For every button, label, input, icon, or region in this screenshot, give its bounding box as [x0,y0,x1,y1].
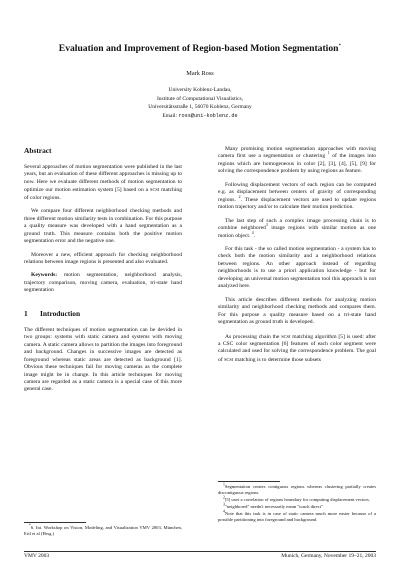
footnote-ref: 2 [238,194,241,199]
author-name: Mark Ross [186,70,214,77]
text-run: Several approaches of motion segmentation were published in the last years, but an evaluation of these different approaches is missing up to now. Here we evaluate different methods of motion segmentation to optimize our motion estimation system [5] based on a [24,164,182,194]
footnote [218,484,376,496]
keywords-paragraph [24,272,182,294]
affiliation-block [0,86,400,120]
intro-paragraph: The different techniques of motion segmentation can be devided in two groups: systems with static camera and systems with moving camera. A static camera allows to partition the images into foreground and background. Changes in successive images are detected as foreground whereas static areas are detected as background [1]. Obvious these techniques fail for moving cameras as the complete image might be in change. In this article techniques for moving camera are regarded as a static camera is a special case of this more general case. [24,326,182,393]
text-run: . These displacement vectors are used to update regions motion trajectory and/or to calculate their motion prediction. [218,196,376,211]
footnote-mark: 1 [223,482,225,487]
affiliation-line: Universitätsstraße 1, 56070 Koblenz, Germany [148,104,252,111]
email-address[interactable]: ross@uni-koblenz.de [178,112,238,119]
abstract-paragraph: We compare four different neighborhood checking methods and three different motion similarity tests in combination. For this purpose a quality measure was developed with a hand segmentation as a ground truth. This measure contains both the positive motion segmentation error and the negative one. [24,208,182,245]
footer-location-date: Munich, Germany, November 19–21, 2003 [281,553,376,559]
section-number: 1 [24,308,28,318]
footnote [218,504,376,510]
footnote-mark: 4 [223,509,225,514]
body-paragraph: This article describes different methods for analyzing motion similarity and neighborhood checking methods and compares them. For this purpose a quality measure based on a tri-state hand segmentation as ground truth is developed. [218,296,376,326]
text-run-smallcaps: SCSI [281,333,291,339]
footnote-text: Segmentation creates contiguous regions whereas clustering partially creates discontiguous regions. [218,484,376,495]
footnote-ref: 3 [265,223,268,228]
text-run: Many promising motion segmentation approaches with moving camera first use a segmentation or clustering [218,146,376,160]
text-run: matching of color regions. [24,187,182,201]
footnote-mark: 2 [223,495,225,500]
text-run: matching algorithm [5] is used: after a CSC color segmentation [6] features of each color segment were calculated and used for solving the correspondence problem. The goal of [218,333,376,363]
intro-heading [24,309,182,318]
footnote-mark: 3 [223,502,225,507]
text-run: of the images into regions which are homogeneous in color [2], [3], [4], [5], [9] for solving the correspondence problem by using regions as feature. [218,153,376,175]
keywords-label: Keywords: [31,272,58,279]
body-paragraph [218,182,376,212]
footnote-text: 6. Int. Workshop on Vision, Modeling, and Visualization VMV 2003, München, Ertl et al (Hrsg.) [24,525,182,536]
footnote [218,497,376,503]
footnote-text: Note that this task is in case of static camera much more easier because of a possible partitioning into foreground and background. [218,510,376,522]
paper-title-text: Evaluation and Improvement of Region-based Motion Segmentation [58,43,339,55]
abstract-paragraph [24,164,182,202]
footnote-left [24,525,182,538]
affiliation-line: Institute of Computational Visualistics, [156,95,244,102]
footer-rule [24,551,376,552]
footnote-rule-right [218,481,280,482]
footnotes-right [218,484,376,523]
affiliation-line: University Koblenz-Landau, [168,87,232,93]
text-run: The last step of such a complex image processing chain is to combine neighbored [218,217,376,232]
body-paragraph [218,333,376,365]
body-paragraph: For this task - the so called motion segmentation - a system has to check both the motion similarity and a neighborhood relations between regions. An other approach instead of regarding neighborhoods is to use a priori application knowledge - but for developing an universal motion segmentation tool this approach is not analyzed here. [218,245,376,290]
footnote-text: "neighbored" needn't necessarily mean "touch direct" [224,503,323,509]
footnote-rule-left [24,522,86,523]
title-footnote-mark: * [338,43,342,49]
footnote-mark: * [29,523,31,528]
left-column [24,146,182,400]
text-run: matching is to determine those subsets [233,356,321,363]
text-run-smallcaps: SCSI [224,356,234,362]
text-run: Following displacement vectors of each region can be computed e.g. as displacement between centers of gravity of corresponding regions. [218,181,376,203]
footnote-ref: 1 [327,151,330,156]
footnote [218,511,376,523]
abstract-heading: Abstract [24,146,52,155]
text-run: image regions with similar motion as one motion object. [218,225,376,239]
section-title: Introduction [40,308,81,318]
body-paragraph [218,218,376,240]
right-column [218,146,376,370]
email-label: Email: [162,112,178,119]
text-run: As processing chain the [225,333,282,340]
body-paragraph [218,146,376,176]
paper-title [0,40,400,55]
footer-venue: VMV 2003 [24,553,50,559]
footnote-ref: 4 [251,230,254,235]
email-line [0,112,400,121]
footnote-text: [5] uses a correlation of regions boundary for computing displacement vectors. [224,496,370,502]
text-run: . [253,232,256,239]
keywords-text: motion segmentation, neighborhood analysis, trajectory comparison, moving camera, evaluation, tri-state hand segmentation [24,272,182,294]
footnote [24,525,182,537]
abstract-paragraph: Moreover a new, efficient approach for checking neighborhood relations between image regions is presented and also evaluated. [24,251,182,265]
text-run-smallcaps: SCSI [150,187,160,193]
